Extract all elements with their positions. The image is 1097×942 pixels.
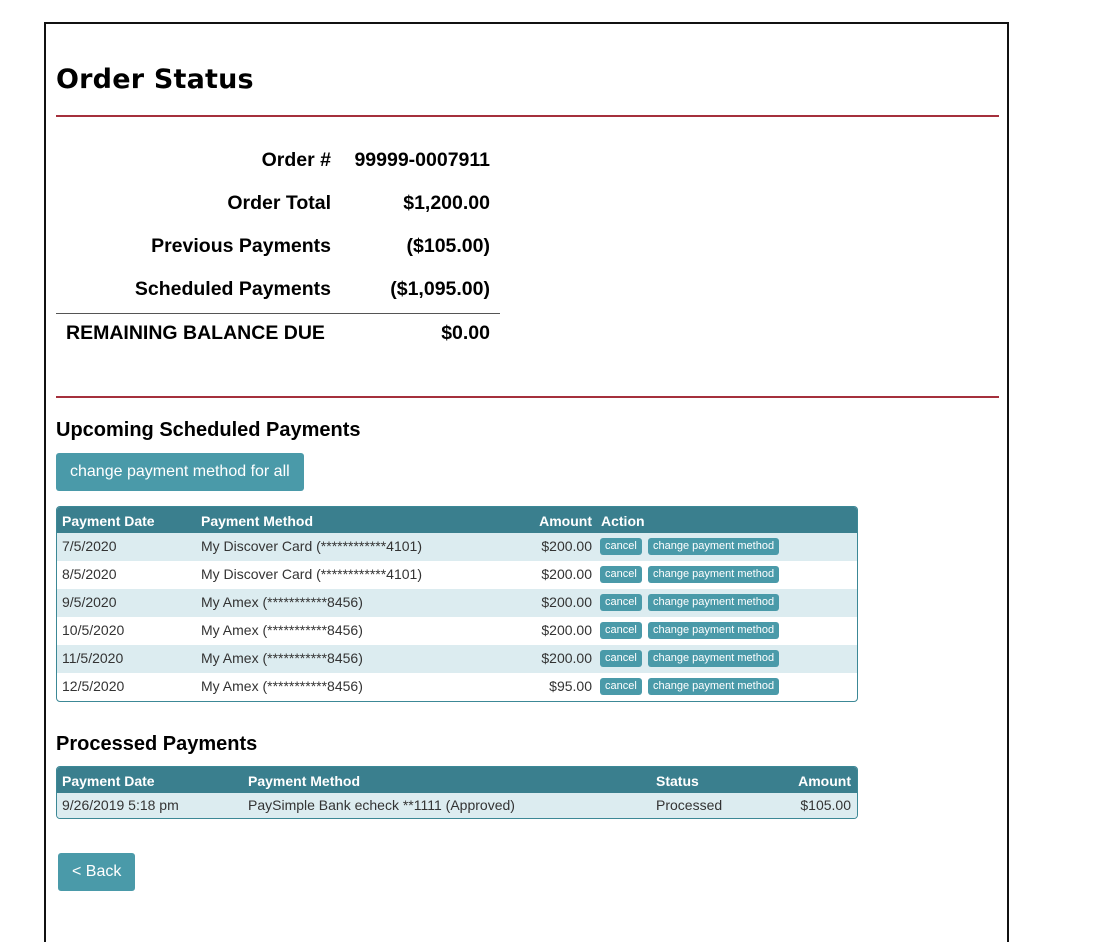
table-row [57, 793, 857, 818]
table-header [57, 507, 857, 533]
column-header-method: Payment Method [201, 513, 314, 529]
payment-amount: $105.00 [800, 797, 851, 813]
remaining-balance-row [56, 313, 500, 357]
payment-date: 7/5/2020 [62, 538, 117, 554]
order-summary [56, 141, 500, 357]
payment-date: 8/5/2020 [62, 566, 117, 582]
order-number-row [56, 141, 500, 184]
payment-amount: $200.00 [541, 650, 592, 666]
payment-date: 9/26/2019 5:18 pm [62, 797, 179, 813]
table-body [57, 793, 857, 818]
scheduled-payments-value: ($1,095.00) [390, 278, 490, 300]
divider [56, 396, 999, 398]
column-header-amount: Amount [539, 513, 592, 529]
order-total-label: Order Total [227, 192, 331, 214]
table-row [57, 617, 857, 645]
order-total-row [56, 184, 500, 227]
column-header-status: Status [656, 773, 699, 789]
table-row [57, 645, 857, 673]
remaining-balance-label: REMAINING BALANCE DUE [66, 322, 325, 344]
payment-method: PaySimple Bank echeck **1111 (Approved) [248, 797, 515, 813]
change-payment-method-button[interactable]: change payment method [648, 650, 779, 667]
payment-amount: $95.00 [549, 678, 592, 694]
payment-method: My Discover Card (************4101) [201, 566, 422, 582]
scheduled-payments-row [56, 270, 500, 313]
processed-payments-table [56, 766, 858, 819]
previous-payments-label: Previous Payments [151, 235, 331, 257]
payment-method: My Amex (***********8456) [201, 622, 363, 638]
change-payment-method-button[interactable]: change payment method [648, 678, 779, 695]
previous-payments-value: ($105.00) [406, 235, 490, 257]
scheduled-payments-label: Scheduled Payments [134, 278, 331, 300]
page-title: Order Status [56, 64, 254, 95]
previous-payments-row [56, 227, 500, 270]
column-header-date: Payment Date [62, 513, 155, 529]
payment-amount: $200.00 [541, 566, 592, 582]
table-row [57, 561, 857, 589]
payment-amount: $200.00 [541, 538, 592, 554]
cancel-button[interactable]: cancel [600, 566, 642, 583]
processed-payments-heading: Processed Payments [56, 733, 258, 755]
remaining-balance-value: $0.00 [441, 322, 490, 344]
order-total-value: $1,200.00 [403, 192, 490, 214]
change-payment-method-button[interactable]: change payment method [648, 566, 779, 583]
upcoming-payments-heading: Upcoming Scheduled Payments [56, 419, 361, 441]
payment-method: My Amex (***********8456) [201, 650, 363, 666]
payment-amount: $200.00 [541, 594, 592, 610]
order-number-value: 99999-0007911 [354, 149, 490, 171]
divider [56, 115, 999, 117]
page-frame [44, 22, 1009, 942]
payment-date: 9/5/2020 [62, 594, 117, 610]
payment-method: My Amex (***********8456) [201, 594, 363, 610]
column-header-date: Payment Date [62, 773, 155, 789]
change-payment-method-button[interactable]: change payment method [648, 622, 779, 639]
cancel-button[interactable]: cancel [600, 538, 642, 555]
payment-date: 10/5/2020 [62, 622, 125, 638]
cancel-button[interactable]: cancel [600, 650, 642, 667]
table-row [57, 673, 857, 701]
table-header [57, 767, 857, 793]
payment-date: 11/5/2020 [62, 650, 124, 666]
cancel-button[interactable]: cancel [600, 622, 642, 639]
column-header-amount: Amount [798, 773, 851, 789]
column-header-action: Action [601, 513, 645, 529]
change-payment-method-button[interactable]: change payment method [648, 594, 779, 611]
payment-method: My Discover Card (************4101) [201, 538, 422, 554]
table-row [57, 533, 857, 561]
payment-method: My Amex (***********8456) [201, 678, 363, 694]
payment-amount: $200.00 [541, 622, 592, 638]
change-payment-method-button[interactable]: change payment method [648, 538, 779, 555]
back-button[interactable]: < Back [58, 853, 135, 891]
change-payment-method-all-button[interactable]: change payment method for all [56, 453, 304, 491]
column-header-method: Payment Method [248, 773, 361, 789]
cancel-button[interactable]: cancel [600, 678, 642, 695]
cancel-button[interactable]: cancel [600, 594, 642, 611]
upcoming-payments-table [56, 506, 858, 702]
table-row [57, 589, 857, 617]
payment-status: Processed [656, 797, 723, 813]
order-number-label: Order # [261, 149, 331, 171]
table-body [57, 533, 857, 701]
payment-date: 12/5/2020 [62, 678, 125, 694]
